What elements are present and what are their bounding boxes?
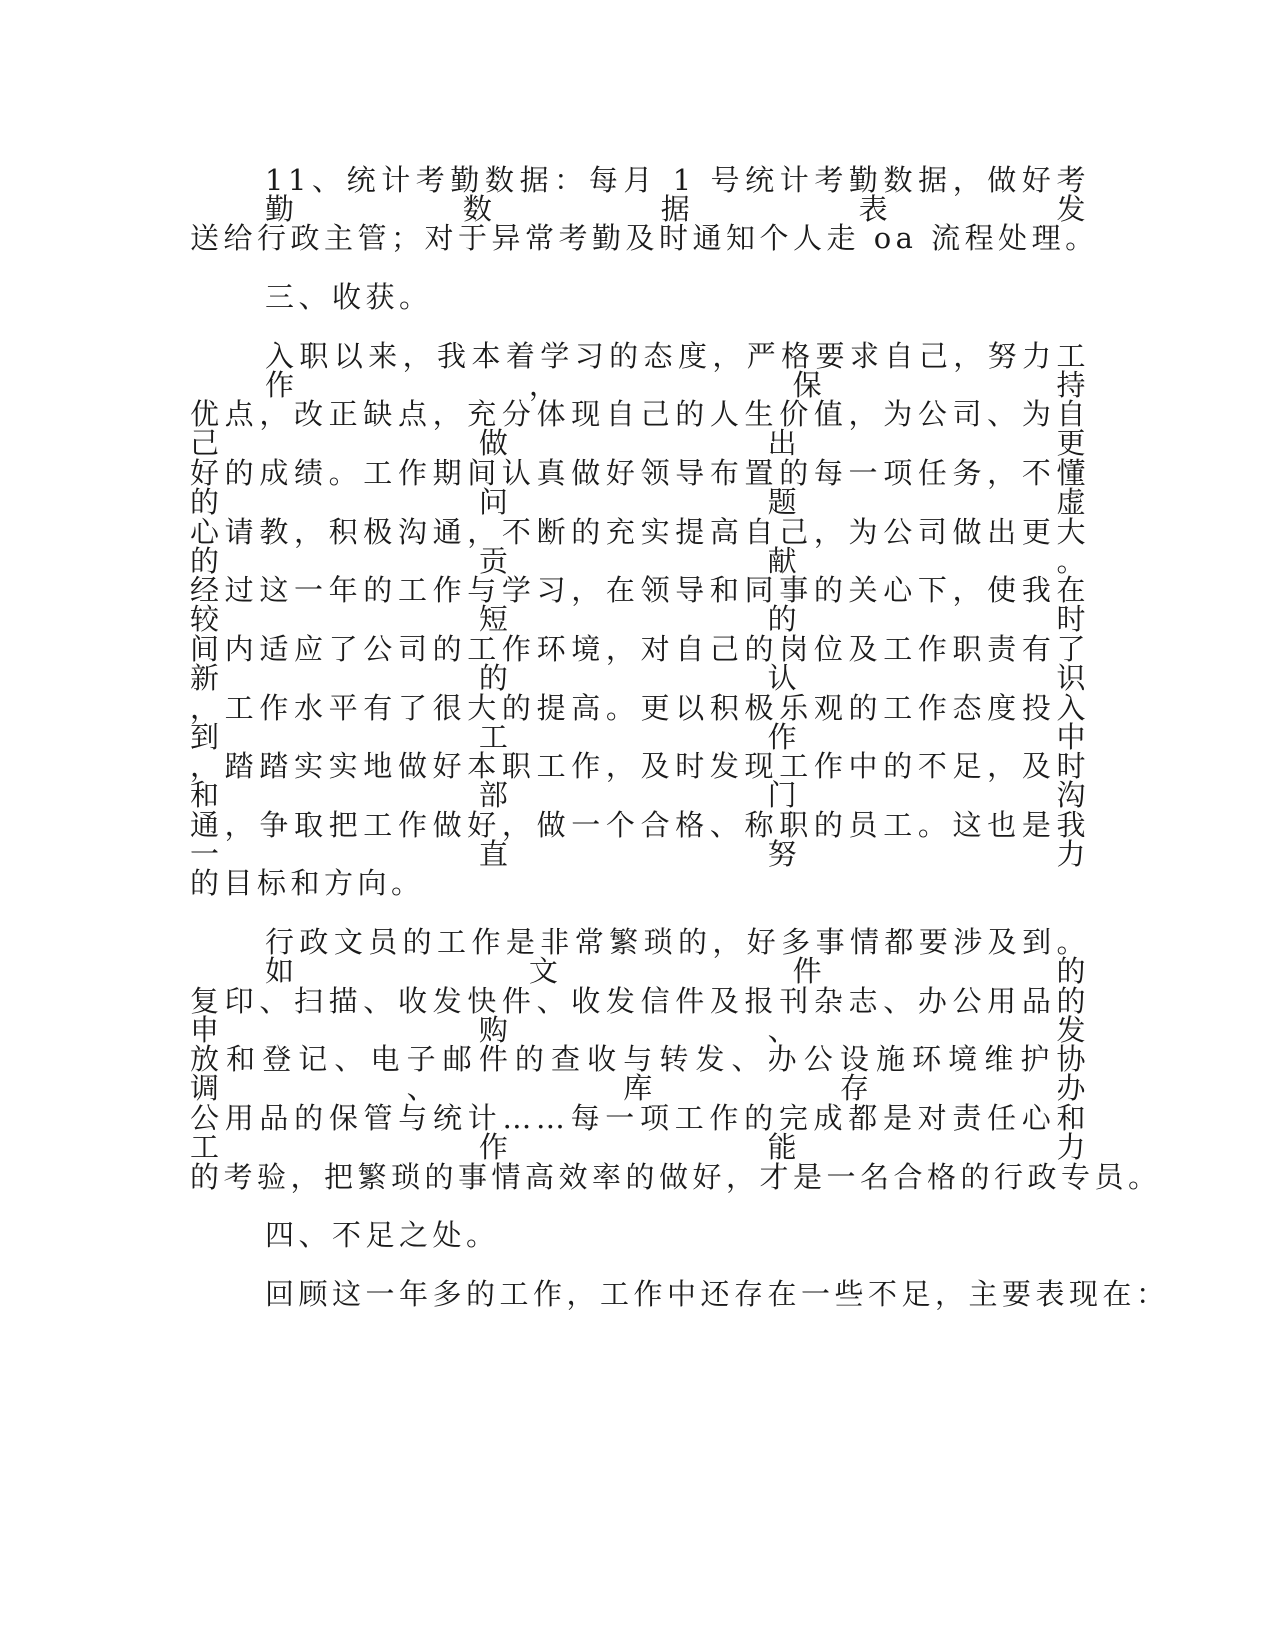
text-line: 放和登记、电子邮件的查收与转发、办公设施环境维护协调、库存办 — [190, 1042, 1090, 1105]
text-line: 回顾这一年多的工作，工作中还存在一些不足，主要表现在： — [265, 1277, 1170, 1311]
text-line: 通，争取把工作做好，做一个合格、称职的员工。这也是我一直努力 — [190, 808, 1090, 871]
text-line: 经过这一年的工作与学习，在领导和同事的关心下，使我在较短的时 — [190, 573, 1090, 636]
section-heading: 三、收获。 — [265, 280, 433, 314]
text-line: 送给行政主管；对于异常考勤及时通知个人走 oa 流程处理。 — [190, 221, 1099, 255]
text-line: 好的成绩。工作期间认真做好领导布置的每一项任务，不懂的问题虚 — [190, 456, 1090, 519]
text-line: 的目标和方向。 — [190, 866, 425, 900]
text-line: 复印、扫描、收发快件、收发信件及报刊杂志、办公用品的申购、发 — [190, 984, 1090, 1047]
text-line: ，踏踏实实地做好本职工作，及时发现工作中的不足，及时和部门沟 — [190, 749, 1090, 812]
text-line: 入职以来，我本着学习的态度，严格要求自己，努力工作，保持 — [265, 339, 1090, 402]
text-line: 行政文员的工作是非常繁琐的，好多事情都要涉及到。如文件的 — [265, 925, 1090, 988]
text-line: 心请教，积极沟通，不断的充实提高自己，为公司做出更大的贡献。 — [190, 515, 1090, 578]
text-line: 11、统计考勤数据：每月 1 号统计考勤数据，做好考勤数据表发 — [265, 163, 1090, 226]
text-line: ，工作水平有了很大的提高。更以积极乐观的工作态度投入到工作中 — [190, 691, 1090, 754]
text-line: 间内适应了公司的工作环境，对自己的岗位及工作职责有了新的认识 — [190, 632, 1090, 695]
text-line: 公用品的保管与统计……每一项工作的完成都是对责任心和工作能力 — [190, 1101, 1090, 1164]
text-line: 优点，改正缺点，充分体现自己的人生价值，为公司、为自己做出更 — [190, 397, 1090, 460]
text-line: 的考验，把繁琐的事情高效率的做好，才是一名合格的行政专员。 — [190, 1160, 1162, 1194]
section-heading: 四、不足之处。 — [265, 1218, 500, 1252]
